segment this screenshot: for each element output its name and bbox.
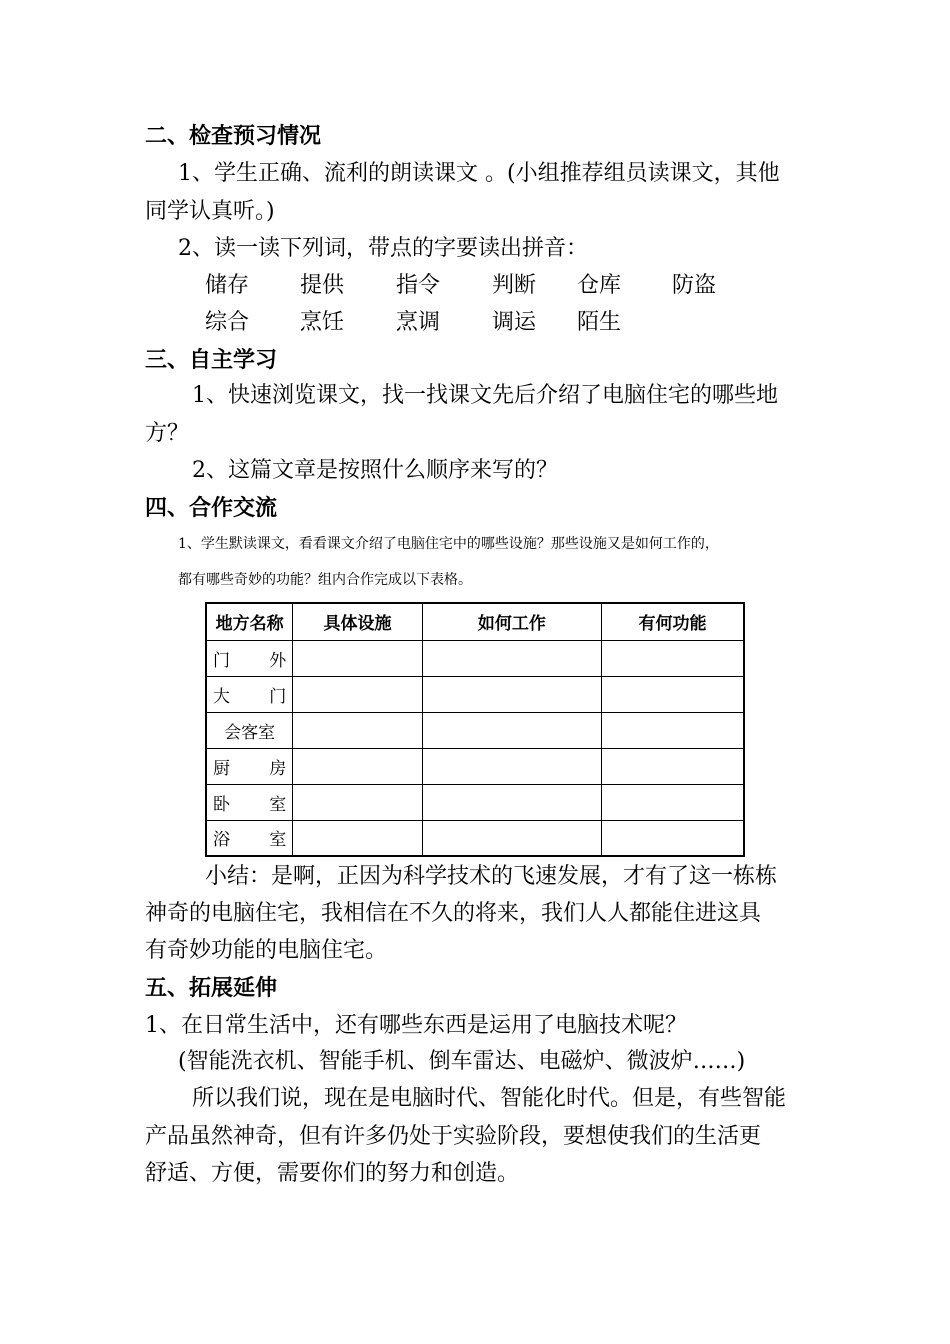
blank-cell [293, 676, 422, 712]
blank-cell [293, 820, 422, 856]
blank-cell [602, 748, 744, 784]
section-heading-5: 五、拓展延伸 [145, 975, 278, 1001]
blank-cell [293, 640, 422, 676]
word: 储存 [205, 273, 250, 298]
section2-item1-line1: 1、学生正确、流利的朗读课文 。(小组推荐组员读课文，其他 [178, 161, 780, 186]
word: 陌生 [577, 310, 622, 335]
section4-instruction-line2: 都有哪些奇妙的功能？组内合作完成以下表格。 [178, 572, 472, 588]
table-header: 地方名称 [206, 603, 293, 640]
section5-para-line1: 所以我们说，现在是电脑时代、智能化时代。但是，有些智能 [192, 1086, 787, 1111]
table-header: 如何工作 [422, 603, 601, 640]
section3-item1-line1: 1、快速浏览课文，找一找课文先后介绍了电脑住宅的哪些地 [192, 383, 778, 408]
table-row [206, 712, 744, 748]
word: 防盗 [672, 273, 717, 298]
blank-cell [602, 784, 744, 820]
word: 烹调 [396, 310, 441, 335]
place-name: 浴 室 [206, 820, 293, 856]
blank-cell [602, 676, 744, 712]
section-heading-4: 四、合作交流 [145, 495, 278, 521]
word: 提供 [300, 273, 345, 298]
section-heading-3: 三、自主学习 [145, 347, 278, 373]
summary-line1: 小结：是啊，正因为科学技术的飞速发展，才有了这一栋栋 [205, 864, 778, 889]
blank-cell [602, 820, 744, 856]
section3-item1-line2: 方？ [145, 421, 190, 446]
table-row [206, 676, 744, 712]
word: 仓库 [577, 273, 622, 298]
section4-instruction-line1: 1、学生默读课文，看看课文介绍了电脑住宅中的哪些设施？那些设施又是如何工作的， [178, 536, 719, 552]
table-row [206, 784, 744, 820]
blank-cell [602, 712, 744, 748]
place-name: 会客室 [206, 712, 293, 748]
section5-examples: (智能洗衣机、智能手机、倒车雷达、电磁炉、微波炉……) [178, 1049, 746, 1074]
blank-cell [602, 640, 744, 676]
table-header: 具体设施 [293, 603, 422, 640]
summary-line2: 神奇的电脑住宅，我相信在不久的将来，我们人人都能住进这具 [145, 901, 762, 926]
word: 综合 [205, 310, 250, 335]
section3-item2: 2、这篇文章是按照什么顺序来写的？ [192, 458, 558, 483]
blank-cell [422, 676, 601, 712]
section5-para-line3: 舒适、方便，需要你们的努力和创造。 [145, 1161, 520, 1186]
blank-cell [293, 784, 422, 820]
word: 烹饪 [300, 310, 345, 335]
summary-line3: 有奇妙功能的电脑住宅。 [145, 938, 388, 963]
section5-para-line2: 产品虽然神奇，但有许多仍处于实验阶段，要想使我们的生活更 [145, 1124, 762, 1149]
blank-cell [293, 712, 422, 748]
place-name: 大 门 [206, 676, 293, 712]
section2-item2: 2、读一读下列词，带点的字要读出拼音： [178, 236, 588, 261]
table-header-row [206, 603, 744, 640]
facility-table [205, 602, 745, 857]
blank-cell [422, 748, 601, 784]
section5-item1: 1、在日常生活中，还有哪些东西是运用了电脑技术呢？ [145, 1013, 687, 1038]
section2-item1-line2: 同学认真听。) [145, 199, 275, 224]
table-row [206, 640, 744, 676]
table-header: 有何功能 [602, 603, 744, 640]
blank-cell [293, 748, 422, 784]
place-name: 门 外 [206, 640, 293, 676]
blank-cell [422, 784, 601, 820]
place-name: 卧 室 [206, 784, 293, 820]
blank-cell [422, 640, 601, 676]
word: 调运 [492, 310, 537, 335]
table-row [206, 820, 744, 856]
blank-cell [422, 712, 601, 748]
place-name: 厨 房 [206, 748, 293, 784]
table-row [206, 748, 744, 784]
word: 指令 [396, 273, 441, 298]
section-heading-2: 二、检查预习情况 [145, 123, 322, 149]
blank-cell [422, 820, 601, 856]
word: 判断 [492, 273, 537, 298]
